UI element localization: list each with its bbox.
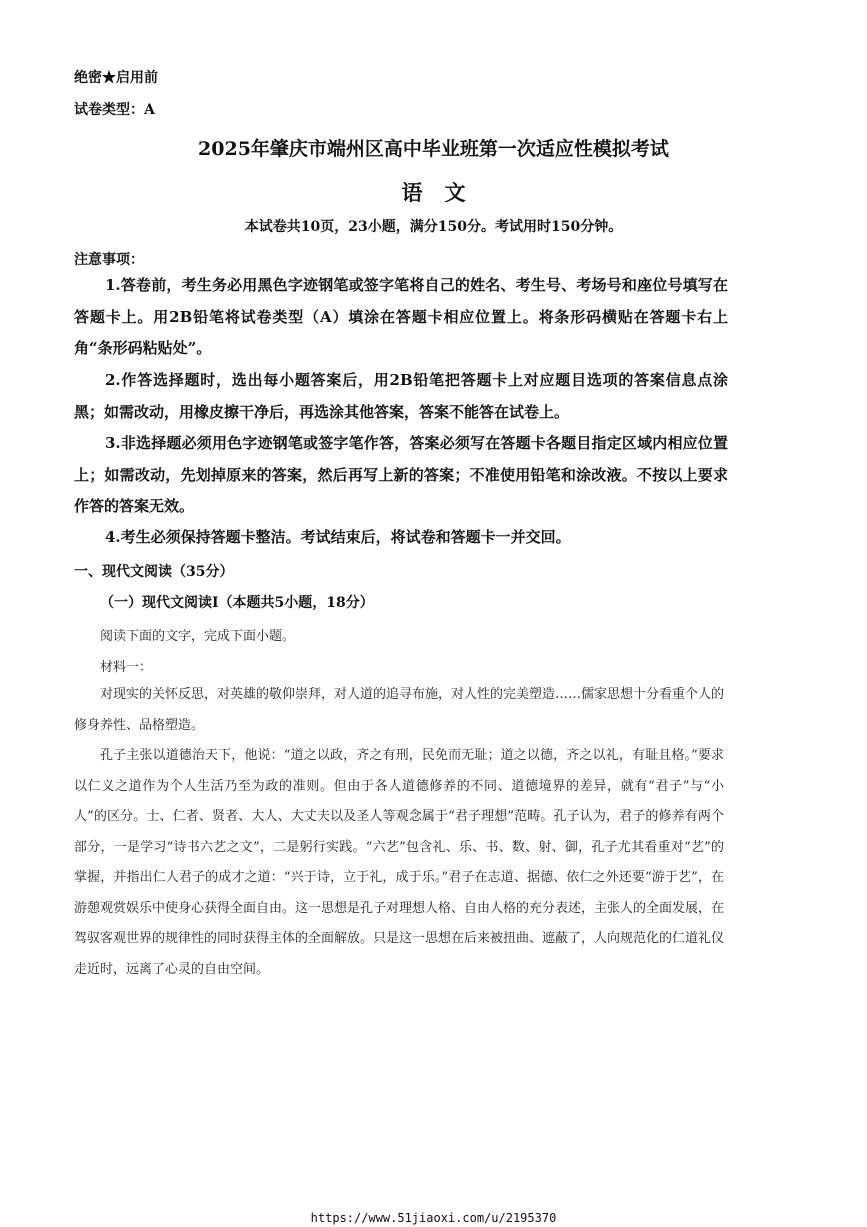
notice-item-2: 2.作答选择题时，选出每小题答案后，用2B铅笔把答题卡上对应题目选项的答案信息点涂黑；如需改动，用橡皮擦干净后，再选涂其他答案，答案不能答在试卷上。 (74, 371, 728, 421)
notice-item-3: 3.非选择题必须用色字迹钢笔或签字笔作答，答案必须写在答题卡各题目指定区域内相应位置上；如需改动，先划掉原来的答案，然后再写上新的答案；不准使用铅笔和涂改液。不按以上要求作答的答案无效。 (74, 434, 728, 515)
exam-title: 2025年肇庆市端州区高中毕业班第一次适应性模拟考试 (198, 138, 669, 160)
subsection-heading: （一）现代文阅读Ⅰ（本题共5小题，18分） (100, 595, 374, 611)
exam-info: 本试卷共10页，23小题，满分150分。考试用时150分钟。 (244, 219, 623, 235)
material-label: 材料一： (100, 660, 153, 675)
notice-item-4: 4.考生必须保持答题卡整洁。考试结束后，将试卷和答题卡一并交回。 (105, 528, 571, 546)
confidential-label: 绝密★启用前 (74, 70, 158, 86)
section-heading: 一、现代文阅读（35分） (74, 564, 234, 580)
notice-item-1: 1.答卷前，考生务必用黑色字迹钢笔或签字笔将自己的姓名、考生号、考场号和座位号填写在答题卡上。用2B铅笔将试卷类型（A）填涂在答题卡相应位置上。将条形码横贴在答题卡右上角“条形码粘贴处”。 (74, 276, 728, 357)
paper-type-label: 试卷类型：A (74, 102, 155, 118)
material-paragraph-2: 孔子主张以道德治天下，他说：“道之以政，齐之有刑，民免而无耻；道之以德，齐之以礼，有耻且格。”要求以仁义之道作为个人生活乃至为政的准则。但由于各人道德修养的不同、道德境界的差异，就有“君子”与“小人”的区分。士、仁者、贤者、大人、大丈夫以及圣人等观念属于“君子理想”范畴。孔子认为，君子的修养有两个部分，一是学习“诗书六艺之文”，二是躬行实践。“六艺”包含礼、乐、书、数、射、御，孔子尤其看重对“艺”的掌握，并指出仁人君子的成才之道：“兴于诗，立于礼，成于乐。”君子在志道、据德、依仁之外还要“游于艺”，在游憩观赏娱乐中使身心获得全面自由。这一思想是孔子对理想人格、自由人格的充分表述，主张人的全面发展，在驾驭客观世界的规律性的同时获得主体的全面解放。只是这一思想在后来被扭曲、遮蔽了，人向规范化的仁道礼仪走近时，远离了心灵的自由空间。 (74, 748, 725, 977)
subject-title: 语文 (401, 180, 488, 205)
reading-instruction: 阅读下面的文字，完成下面小题。 (100, 629, 296, 644)
material-paragraph-1: 对现实的关怀反思，对英雄的敬仰崇拜，对人道的追寻布施，对人性的完美塑造……儒家思想十分看重个人的修身养性、品格塑造。 (74, 687, 725, 733)
footer-url: https://www.51jiaoxi.com/u/2195370 (310, 1211, 557, 1225)
notice-heading: 注意事项： (74, 252, 144, 268)
